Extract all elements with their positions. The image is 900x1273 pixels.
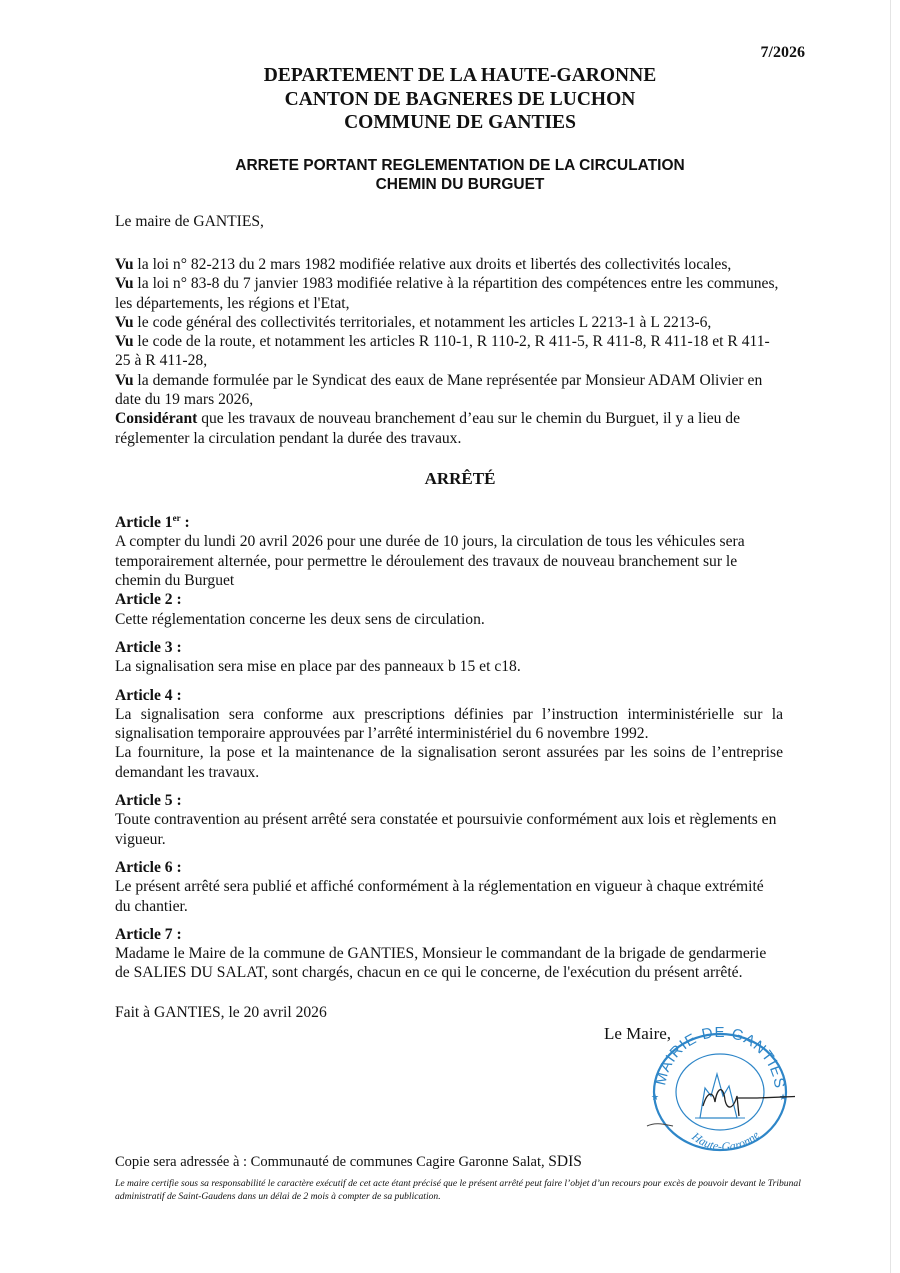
- article-label: Article 1er :: [115, 513, 190, 532]
- stamp-text-bottom: Haute-Garonne: [689, 1127, 763, 1154]
- article-text: A compter du lundi 20 avril 2026 pour une durée de 10 jours, la circulation de tous les véhicules sera temporairement alternée, pour permettre le déroulement des travaux de nouveau branchement sur le chemin du Burguet: [115, 533, 745, 590]
- article-label: Article 7 :: [115, 925, 182, 943]
- article-text: Toute contravention au présent arrêté sera constatée et poursuivie conformément aux lois et règlements en vigueur.: [115, 811, 777, 848]
- article-4: [115, 686, 783, 782]
- article-label: Article 2 :: [115, 591, 182, 609]
- place-and-date: Fait à GANTIES, le 20 avril 2026: [115, 1004, 327, 1021]
- article-text: Madame le Maire de la commune de GANTIES, Monsieur le commandant de la brigade de gendarmerie de SALIES DU SALAT, sont chargés, chacun en ce qui le concerne, de l'exécution du présent arrêté.: [115, 945, 767, 982]
- legal-recourse-notice: Le maire certifie sous sa responsabilité le caractère exécutif de cet acte étant précisé que le présent arrêté peut faire l’objet d’un recours pour excès de pouvoir devant le Tribunal administratif de Saint-Gaudens dans un délai de 2 mois à compter de sa publication.: [115, 1178, 801, 1202]
- article-text: Le présent arrêté sera publié et affiché conformément à la réglementation en vigueur à chaque extrémité du chantier.: [115, 878, 764, 915]
- consideration-item: Vu la loi n° 82-213 du 2 mars 1982 modifiée relative aux droits et libertés des collectivités locales,: [115, 256, 732, 273]
- article-text: La signalisation sera conforme aux prescriptions définies par l’instruction interministérielle sur la signalisation temporaire approuvées par l’arrêté interministériel du 6 novembre 1992.: [115, 705, 783, 743]
- header-canton: CANTON DE BAGNERES DE LUCHON: [284, 88, 636, 110]
- consideration-item: Vu la demande formulée par le Syndicat des eaux de Mane représentée par Monsieur ADAM Olivier en date du 19 mars 2026,: [115, 371, 763, 409]
- article-6: [115, 858, 783, 916]
- article-3: [115, 638, 783, 677]
- mayor-stamp-and-signature: [645, 1026, 795, 1154]
- decree-title-line2: CHEMIN DU BURGUET: [375, 176, 545, 193]
- consideration-item: Vu le code de la route, et notamment les articles R 110-1, R 110-2, R 411-5, R 411-8, R 411-18 et R 411-25 à R 411-28,: [115, 333, 770, 370]
- article-label: Article 4 :: [115, 686, 182, 704]
- svg-text:★: ★: [779, 1092, 788, 1102]
- decision-heading: ARRÊTÉ: [424, 469, 496, 488]
- article-label: Article 5 :: [115, 792, 182, 810]
- administrative-header: [0, 64, 900, 135]
- signature-flourish: [647, 1124, 673, 1126]
- header-commune: COMMUNE DE GANTIES: [344, 112, 576, 133]
- article-text: La signalisation sera mise en place par des panneaux b 15 et c18.: [115, 658, 521, 676]
- decree-title-line1: ARRETE PORTANT REGLEMENTATION DE LA CIRCULATION: [235, 157, 685, 174]
- article-1: [115, 509, 783, 590]
- considerations-block: [115, 255, 783, 448]
- consideration-item: Considérant que les travaux de nouveau branchement d’eau sur le chemin du Burguet, il y a lieu de réglementer la circulation pendant la durée des travaux.: [115, 410, 741, 447]
- article-5: [115, 791, 783, 849]
- greeting: Le maire de GANTIES,: [115, 213, 264, 230]
- copy-recipients: Copie sera adressée à : Communauté de communes Cagire Garonne Salat, SDIS: [115, 1153, 582, 1170]
- article-label: Article 3 :: [115, 638, 182, 656]
- signatory-title: Le Maire,: [604, 1024, 672, 1043]
- stamp-emblem: [700, 1074, 737, 1118]
- article-text: Cette réglementation concerne les deux sens de circulation.: [115, 610, 485, 628]
- svg-text:★: ★: [651, 1092, 660, 1102]
- header-department: DEPARTEMENT DE LA HAUTE-GARONNE: [263, 65, 657, 86]
- decree-title: [0, 156, 900, 194]
- article-2: [115, 590, 783, 629]
- article-7: [115, 925, 783, 983]
- articles-block: [115, 509, 783, 983]
- stamp-text-top: MAIRIE DE GANTIES: [652, 1026, 789, 1090]
- article-text-continued: La fourniture, la pose et la maintenance de la signalisation seront assurées par les soins de l’entreprise demandant les travaux.: [115, 744, 783, 781]
- consideration-item: Vu le code général des collectivités territoriales, et notamment les articles L 2213-1 à L 2213-6,: [115, 313, 712, 331]
- article-label: Article 6 :: [115, 858, 182, 876]
- consideration-item: Vu la loi n° 83-8 du 7 janvier 1983 modifiée relative à la répartition des compétences entre les communes, les départements, les régions et l'Etat,: [115, 275, 779, 312]
- reference-number: 7/2026: [760, 44, 805, 61]
